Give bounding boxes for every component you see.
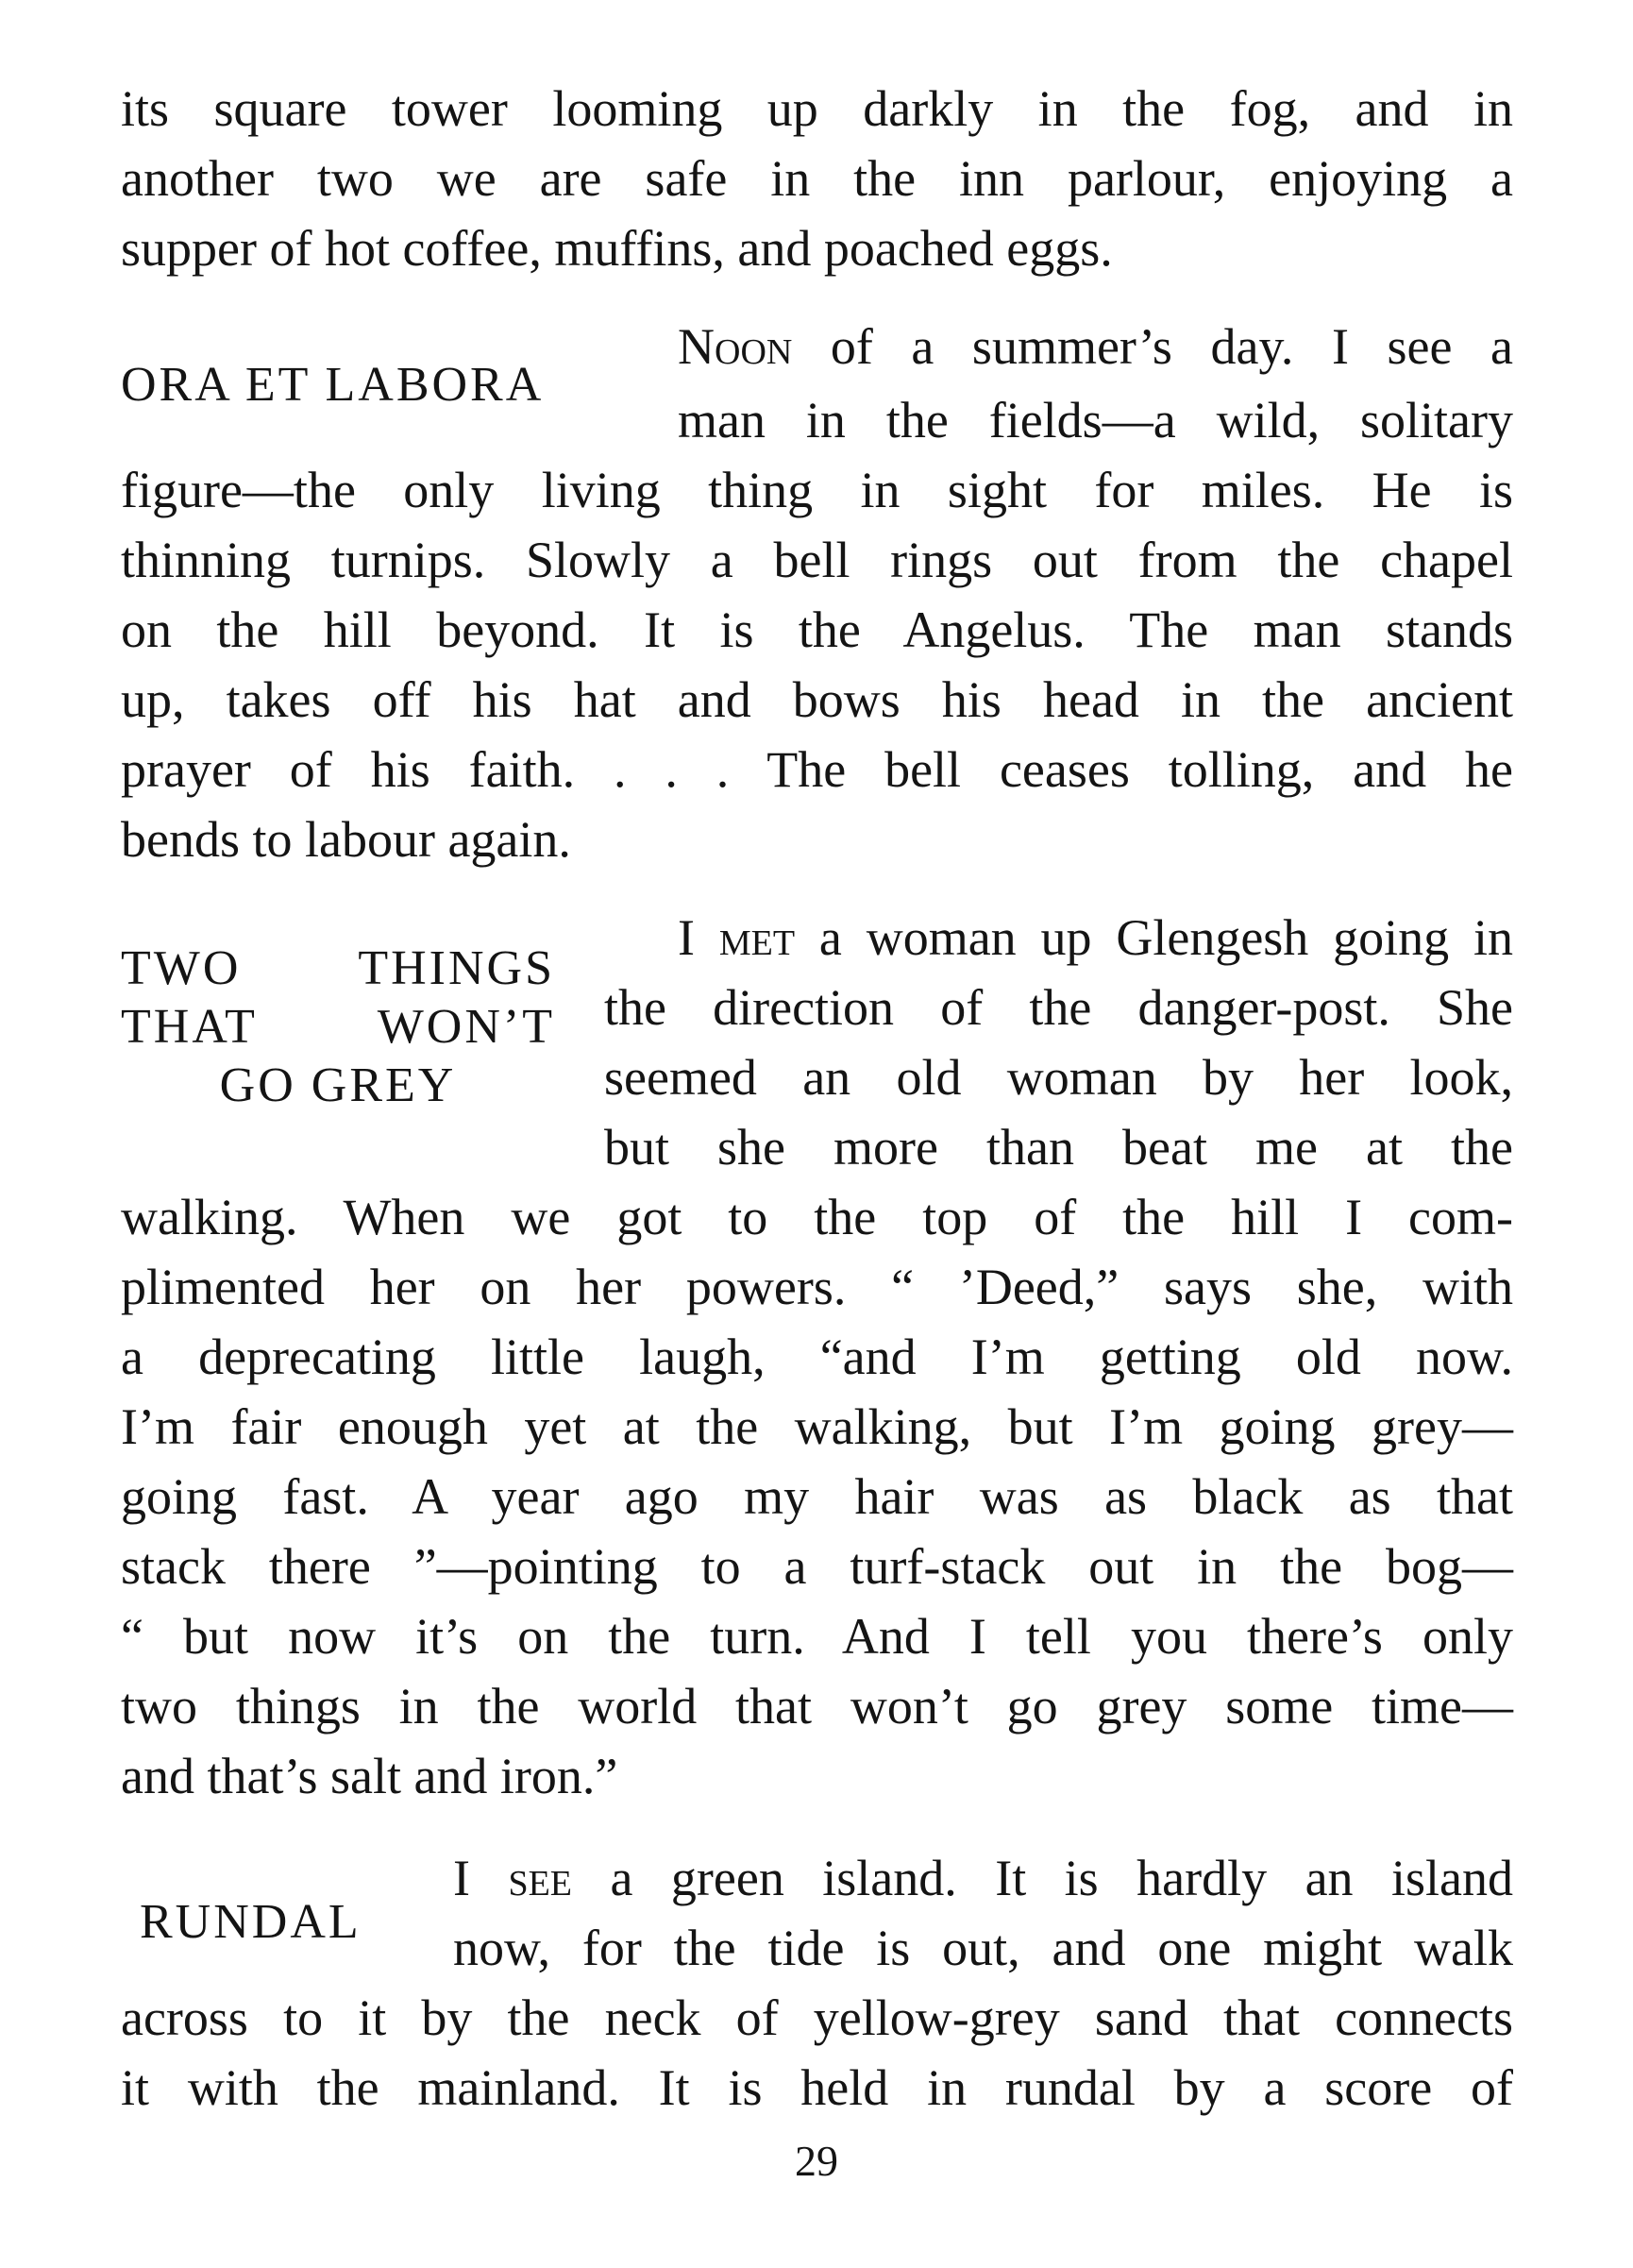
text-line: prayer of his faith. . . . The bell ceases tolling, and he: [121, 741, 1513, 798]
lead-word: I see: [453, 1850, 573, 1906]
text-line: bends to labour again.: [121, 811, 571, 868]
text-fragment: a woman up Glengesh going in: [795, 909, 1513, 966]
text-line: [678, 318, 1513, 375]
text-line: “ but now it’s on the turn. And I tell you there’s only: [121, 1608, 1513, 1665]
text-line: walking. When we got to the top of the hill I com-: [121, 1189, 1513, 1245]
text-line: [678, 909, 1513, 966]
section-heading-two-things: [121, 941, 555, 1120]
text-line: supper of hot coffee, muffins, and poached eggs.: [121, 220, 1113, 277]
text-line: plimented her on her powers. “ ’Deed,” says she, with: [121, 1259, 1513, 1315]
heading-line: THAT WON’T: [121, 1000, 555, 1054]
text-line: the direction of the danger-post. She: [604, 979, 1513, 1036]
text-line: now, for the tide is out, and one might walk: [453, 1920, 1513, 1976]
lead-word: Noon: [678, 318, 793, 375]
text-line: it with the mainland. It is held in rundal by a score of: [121, 2059, 1513, 2116]
text-line: two things in the world that won’t go grey some time—: [121, 1678, 1513, 1735]
lead-word: I met: [678, 909, 796, 966]
section-heading-rundal: RUNDAL: [140, 1895, 362, 1949]
heading-line: TWO THINGS: [121, 941, 555, 995]
text-line: thinning turnips. Slowly a bell rings out from the chapel: [121, 532, 1513, 588]
text-line: up, takes off his hat and bows his head in the ancient: [121, 671, 1513, 728]
page-number: 29: [795, 2137, 838, 2185]
text-line: [453, 1850, 1513, 1906]
text-line: its square tower looming up darkly in the fog, and in: [121, 80, 1513, 137]
text-line: I’m fair enough yet at the walking, but I’m going grey—: [121, 1398, 1513, 1455]
text-line: and that’s salt and iron.”: [121, 1748, 618, 1804]
text-line: a deprecating little laugh, “and I’m getting old now.: [121, 1329, 1513, 1385]
text-line: across to it by the neck of yellow-grey sand that connects: [121, 1989, 1513, 2046]
text-line: but she more than beat me at the: [604, 1119, 1513, 1176]
text-fragment: of a summer’s day. I see a: [792, 318, 1513, 375]
heading-line: GO GREY: [219, 1058, 457, 1112]
text-line: going fast. A year ago my hair was as black as that: [121, 1468, 1513, 1525]
text-line: figure—the only living thing in sight for miles. He is: [121, 462, 1513, 518]
text-line: on the hill beyond. It is the Angelus. The man stands: [121, 601, 1513, 658]
text-fragment: a green island. It is hardly an island: [572, 1850, 1513, 1906]
text-line: another two we are safe in the inn parlour, enjoying a: [121, 150, 1513, 207]
text-line: man in the fields—a wild, solitary: [678, 392, 1513, 449]
text-line: seemed an old woman by her look,: [604, 1049, 1513, 1106]
text-line: stack there ”—pointing to a turf-stack out in the bog—: [121, 1538, 1513, 1595]
section-heading-ora-et-labora: ORA ET LABORA: [121, 358, 545, 412]
